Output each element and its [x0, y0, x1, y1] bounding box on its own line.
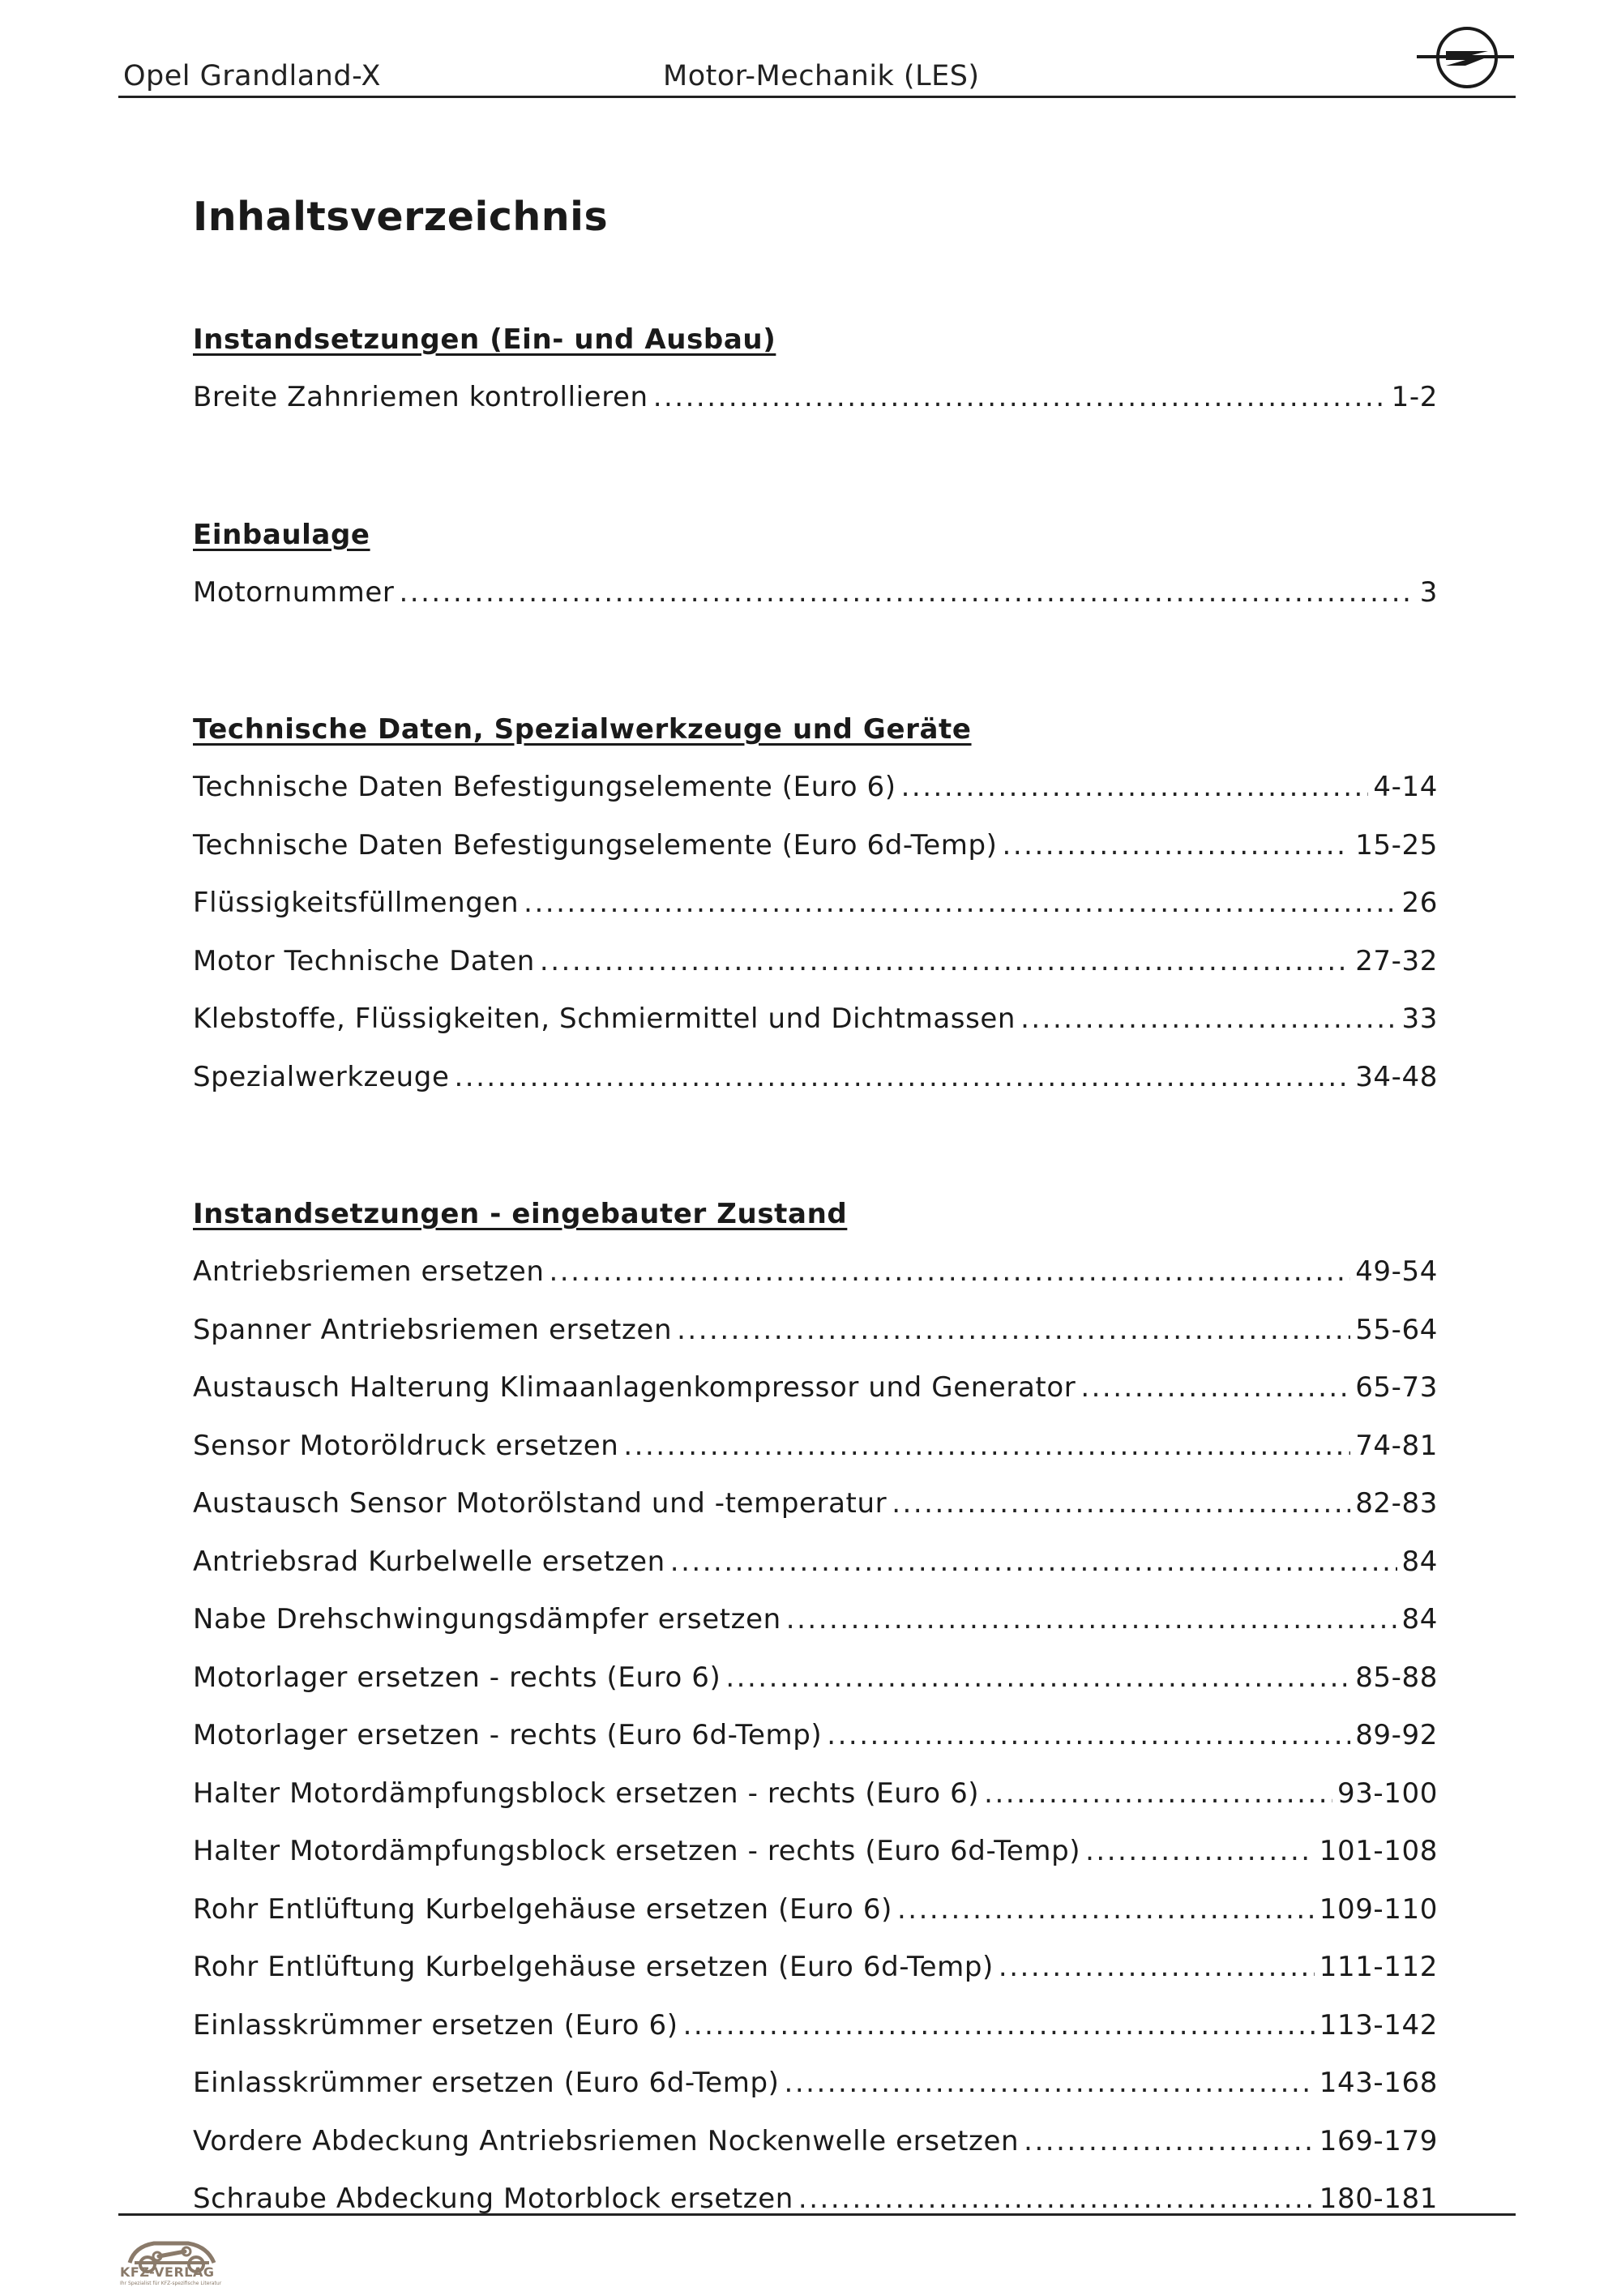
toc-entry-label: Antriebsrad Kurbelwelle ersetzen — [193, 1545, 665, 1578]
toc-leader-dots — [653, 378, 1387, 416]
toc-entry-label: Antriebsriemen ersetzen — [193, 1255, 545, 1288]
toc-entry-page: 169-179 — [1319, 2124, 1438, 2157]
toc-entry-page: 27-32 — [1355, 944, 1438, 977]
toc-entry[interactable] — [193, 884, 1438, 943]
toc-entry[interactable] — [193, 2007, 1438, 2065]
header-manual-title: Motor-Mechanik (LES) — [663, 60, 980, 92]
toc-entry[interactable] — [193, 1832, 1438, 1891]
toc-leader-dots — [1024, 2123, 1315, 2160]
toc-entry[interactable] — [193, 1948, 1438, 2007]
toc-leader-dots — [1003, 827, 1351, 864]
toc-entry-label: Technische Daten Befestigungselemente (Euro 6) — [193, 771, 896, 803]
toc-entry-label: Flüssigkeitsfüllmengen — [193, 887, 520, 919]
toc-entry-label: Einlasskrümmer ersetzen (Euro 6d-Temp) — [193, 2067, 780, 2099]
toc-leader-dots — [785, 2064, 1315, 2101]
toc-entry-label: Austausch Halterung Klimaanlagenkompressor und Generator — [193, 1371, 1076, 1404]
toc-entry-label: Rohr Entlüftung Kurbelgehäuse ersetzen (Euro 6d-Temp) — [193, 1951, 994, 1983]
toc-section — [193, 1195, 1438, 2238]
toc-entry-label: Sensor Motoröldruck ersetzen — [193, 1429, 619, 1462]
section-title: Technische Daten, Spezialwerkzeuge und Geräte — [193, 713, 972, 746]
toc-entry-page: 1-2 — [1391, 381, 1438, 413]
toc-entry-page: 65-73 — [1355, 1371, 1438, 1404]
toc-entry-label: Spanner Antriebsriemen ersetzen — [193, 1313, 673, 1346]
toc-entry-label: Einlasskrümmer ersetzen (Euro 6) — [193, 2008, 678, 2042]
toc-entry[interactable] — [193, 943, 1438, 1001]
toc-entry-page: 34-48 — [1355, 1060, 1438, 1093]
toc-section — [193, 711, 1438, 1116]
toc-entry[interactable] — [193, 1058, 1438, 1117]
toc-entry[interactable] — [193, 1369, 1438, 1427]
toc-leader-dots — [1085, 1832, 1315, 1870]
toc-entry-page: 109-110 — [1319, 1892, 1438, 1926]
toc-leader-dots — [1080, 1369, 1350, 1406]
toc-leader-dots — [984, 1775, 1332, 1812]
toc-entry-page: 33 — [1401, 1003, 1438, 1035]
toc-entry[interactable] — [193, 1543, 1438, 1601]
toc-section — [193, 516, 1438, 632]
toc-content — [193, 193, 1438, 2238]
toc-entry-page: 143-168 — [1319, 2067, 1438, 2099]
toc-entry-page: 113-142 — [1319, 2008, 1438, 2042]
page-title: Inhaltsverzeichnis — [193, 194, 609, 240]
toc-leader-dots — [540, 943, 1350, 980]
toc-leader-dots — [725, 1659, 1350, 1696]
toc-entry[interactable] — [193, 1253, 1438, 1311]
section-title: Instandsetzungen (Ein- und Ausbau) — [193, 323, 776, 356]
toc-leader-dots — [677, 1311, 1350, 1349]
toc-entry-label: Nabe Drehschwingungsdämpfer ersetzen — [193, 1603, 781, 1635]
toc-entry-page: 85-88 — [1355, 1661, 1438, 1694]
toc-entry-page: 84 — [1401, 1545, 1438, 1578]
toc-entry-label: Austausch Sensor Motorölstand und -temperatur — [193, 1487, 887, 1520]
toc-entry-page: 26 — [1401, 887, 1438, 919]
toc-leader-dots — [524, 884, 1396, 921]
toc-entry[interactable] — [193, 1659, 1438, 1717]
toc-entry-page: 15-25 — [1355, 828, 1438, 862]
toc-entry[interactable] — [193, 1311, 1438, 1370]
toc-entry[interactable] — [193, 1427, 1438, 1486]
toc-entry-page: 4-14 — [1373, 771, 1438, 803]
toc-leader-dots — [400, 574, 1415, 611]
toc-entry-label: Halter Motordämpfungsblock ersetzen - rechts (Euro 6d-Temp) — [193, 1835, 1081, 1867]
toc-leader-dots — [827, 1717, 1350, 1754]
toc-entry-page: 3 — [1419, 575, 1438, 609]
toc-entry[interactable] — [193, 1775, 1438, 1833]
toc-entry-label: Halter Motordämpfungsblock ersetzen - rechts (Euro 6) — [193, 1777, 980, 1810]
toc-entry[interactable] — [193, 1485, 1438, 1543]
toc-entry-label: Klebstoffe, Flüssigkeiten, Schmiermittel und Dichtmassen — [193, 1003, 1016, 1035]
toc-entry-label: Motorlager ersetzen - rechts (Euro 6) — [193, 1661, 721, 1694]
toc-entry[interactable] — [193, 1717, 1438, 1775]
opel-blitz-logo-icon — [1414, 23, 1516, 92]
toc-leader-dots — [999, 1948, 1315, 1986]
toc-leader-dots — [623, 1427, 1350, 1464]
toc-entry-label: Rohr Entlüftung Kurbelgehäuse ersetzen (Euro 6) — [193, 1892, 892, 1926]
page-footer — [118, 2213, 1516, 2296]
toc-leader-dots — [454, 1058, 1350, 1096]
toc-entry[interactable] — [193, 574, 1438, 632]
toc-leader-dots — [670, 1543, 1397, 1580]
toc-leader-dots — [892, 1485, 1350, 1522]
toc-entry[interactable] — [193, 1601, 1438, 1659]
toc-entry[interactable] — [193, 378, 1438, 437]
toc-entry-page: 93-100 — [1337, 1777, 1438, 1810]
toc-entry-page: 82-83 — [1355, 1487, 1438, 1520]
toc-entry-label: Breite Zahnriemen kontrollieren — [193, 381, 648, 413]
toc-entry-page: 49-54 — [1355, 1255, 1438, 1288]
toc-leader-dots — [550, 1253, 1351, 1290]
toc-leader-dots — [786, 1601, 1397, 1638]
toc-entry-page: 55-64 — [1355, 1313, 1438, 1346]
toc-section — [193, 321, 1438, 437]
toc-leader-dots — [897, 1891, 1315, 1928]
toc-entry-label: Motor Technische Daten — [193, 944, 535, 977]
toc-entry[interactable] — [193, 1000, 1438, 1058]
toc-entry-label: Vordere Abdeckung Antriebsriemen Nockenwelle ersetzen — [193, 2124, 1020, 2157]
toc-leader-dots — [683, 2007, 1315, 2044]
section-title: Einbaulage — [193, 518, 370, 551]
page-header — [118, 0, 1516, 98]
toc-entry[interactable] — [193, 2123, 1438, 2181]
footer-publisher-name: KFZ-VERLAG — [120, 2264, 215, 2280]
toc-entry-label: Schraube Abdeckung Motorblock ersetzen — [193, 2183, 793, 2215]
header-vehicle-model: Opel Grandland-X — [123, 60, 381, 92]
toc-entry-label: Spezialwerkzeuge — [193, 1060, 450, 1093]
toc-entry[interactable] — [193, 2064, 1438, 2123]
toc-entry-page: 74-81 — [1355, 1429, 1438, 1462]
toc-entry-page: 180-181 — [1319, 2183, 1438, 2215]
toc-entry-page: 101-108 — [1319, 1835, 1438, 1867]
toc-entry-page: 111-112 — [1319, 1951, 1438, 1983]
toc-entry-label: Motorlager ersetzen - rechts (Euro 6d-Temp) — [193, 1719, 823, 1751]
footer-publisher-tagline: Ihr Spezialist für KFZ-spezifische Literatur — [120, 2281, 222, 2286]
toc-entry-page: 84 — [1401, 1603, 1438, 1635]
section-title: Instandsetzungen - eingebauter Zustand — [193, 1198, 848, 1230]
toc-leader-dots — [798, 2180, 1315, 2217]
toc-entry-page: 89-92 — [1355, 1719, 1438, 1751]
toc-entry[interactable] — [193, 768, 1438, 827]
toc-entry[interactable] — [193, 827, 1438, 885]
toc-entry-label: Motornummer — [193, 575, 395, 609]
toc-leader-dots — [901, 768, 1369, 806]
toc-leader-dots — [1020, 1000, 1396, 1037]
toc-sections — [193, 321, 1438, 2238]
toc-entry[interactable] — [193, 1891, 1438, 1949]
toc-entry-label: Technische Daten Befestigungselemente (Euro 6d-Temp) — [193, 828, 998, 862]
